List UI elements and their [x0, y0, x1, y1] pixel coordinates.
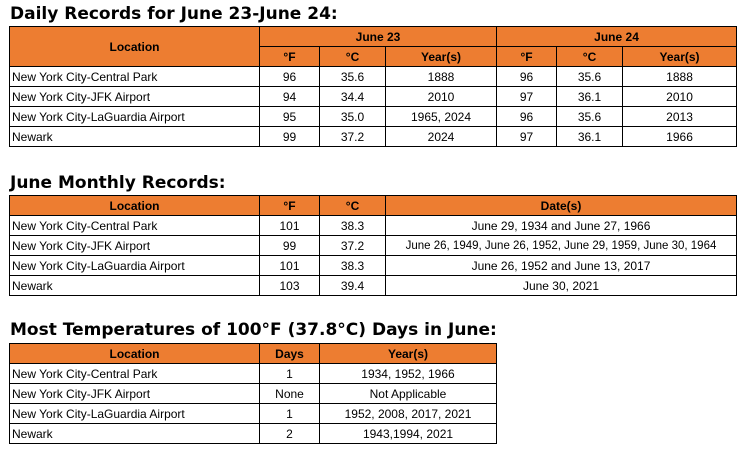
cell-days: 1: [260, 404, 320, 424]
table-row: [10, 404, 497, 424]
table-row: [10, 276, 737, 296]
cell-c: 35.0: [320, 107, 386, 127]
cell-c: 35.6: [557, 67, 623, 87]
cell-c: 36.1: [557, 127, 623, 147]
cell-f: 97: [497, 87, 557, 107]
table-header-row: [10, 196, 737, 216]
cell-dates: June 26, 1952 and June 13, 2017: [386, 256, 737, 276]
cell-location: New York City-Central Park: [10, 364, 260, 384]
table-row: [10, 67, 737, 87]
cell-f: 96: [497, 107, 557, 127]
table-row: [10, 236, 737, 256]
cell-years: 1952, 2008, 2017, 2021: [320, 404, 497, 424]
header-years: Year(s): [623, 47, 737, 67]
table-row: [10, 256, 737, 276]
cell-years: 2010: [386, 87, 497, 107]
header-f: °F: [260, 196, 320, 216]
cell-c: 36.1: [557, 87, 623, 107]
cell-years: 2013: [623, 107, 737, 127]
header-june-23: June 23: [260, 27, 497, 47]
header-c: °C: [320, 196, 386, 216]
cell-location: New York City-LaGuardia Airport: [10, 107, 260, 127]
most-100-days-table: [9, 343, 497, 444]
cell-years: 1943,1994, 2021: [320, 424, 497, 444]
cell-f: 95: [260, 107, 320, 127]
table-row: [10, 107, 737, 127]
cell-years: 1888: [386, 67, 497, 87]
cell-location: New York City-Central Park: [10, 67, 260, 87]
table-row: [10, 364, 497, 384]
cell-f: 103: [260, 276, 320, 296]
cell-c: 38.3: [320, 256, 386, 276]
cell-dates: June 30, 2021: [386, 276, 737, 296]
table-header-row: [10, 27, 737, 47]
header-days: Days: [260, 344, 320, 364]
cell-c: 35.6: [557, 107, 623, 127]
cell-f: 99: [260, 236, 320, 256]
header-c: °C: [320, 47, 386, 67]
cell-c: 35.6: [320, 67, 386, 87]
cell-f: 101: [260, 216, 320, 236]
header-location: Location: [10, 27, 260, 67]
cell-location: New York City-JFK Airport: [10, 87, 260, 107]
cell-days: 1: [260, 364, 320, 384]
cell-f: 101: [260, 256, 320, 276]
table-row: [10, 87, 737, 107]
daily-records-title: Daily Records for June 23-June 24:: [10, 4, 338, 24]
cell-f: 99: [260, 127, 320, 147]
cell-years: 2024: [386, 127, 497, 147]
table-row: [10, 424, 497, 444]
cell-dates: June 29, 1934 and June 27, 1966: [386, 216, 737, 236]
cell-years: Not Applicable: [320, 384, 497, 404]
cell-location: New York City-Central Park: [10, 216, 260, 236]
cell-location: New York City-JFK Airport: [10, 384, 260, 404]
daily-records-table: [9, 26, 737, 147]
monthly-records-table: [9, 195, 737, 296]
header-june-24: June 24: [497, 27, 737, 47]
cell-f: 96: [260, 67, 320, 87]
cell-years: 1966: [623, 127, 737, 147]
header-f: °F: [260, 47, 320, 67]
header-years: Year(s): [320, 344, 497, 364]
cell-location: Newark: [10, 127, 260, 147]
cell-c: 38.3: [320, 216, 386, 236]
cell-location: Newark: [10, 424, 260, 444]
cell-years: 1934, 1952, 1966: [320, 364, 497, 384]
cell-f: 96: [497, 67, 557, 87]
cell-location: Newark: [10, 276, 260, 296]
header-years: Year(s): [386, 47, 497, 67]
header-location: Location: [10, 344, 260, 364]
cell-years: 1965, 2024: [386, 107, 497, 127]
cell-dates: June 26, 1949, June 26, 1952, June 29, 1959, June 30, 1964: [386, 236, 737, 256]
cell-c: 37.2: [320, 127, 386, 147]
table-header-row: [10, 344, 497, 364]
cell-location: New York City-LaGuardia Airport: [10, 256, 260, 276]
header-c: °C: [557, 47, 623, 67]
header-f: °F: [497, 47, 557, 67]
cell-days: None: [260, 384, 320, 404]
cell-f: 97: [497, 127, 557, 147]
cell-location: New York City-JFK Airport: [10, 236, 260, 256]
header-location: Location: [10, 196, 260, 216]
table-row: [10, 127, 737, 147]
table-row: [10, 216, 737, 236]
cell-location: New York City-LaGuardia Airport: [10, 404, 260, 424]
table-row: [10, 384, 497, 404]
cell-years: 1888: [623, 67, 737, 87]
cell-c: 39.4: [320, 276, 386, 296]
cell-c: 34.4: [320, 87, 386, 107]
cell-c: 37.2: [320, 236, 386, 256]
header-dates: Date(s): [386, 196, 737, 216]
most-100-days-title: Most Temperatures of 100°F (37.8°C) Days in June:: [10, 320, 497, 340]
cell-f: 94: [260, 87, 320, 107]
cell-years: 2010: [623, 87, 737, 107]
cell-days: 2: [260, 424, 320, 444]
monthly-records-title: June Monthly Records:: [10, 173, 226, 193]
